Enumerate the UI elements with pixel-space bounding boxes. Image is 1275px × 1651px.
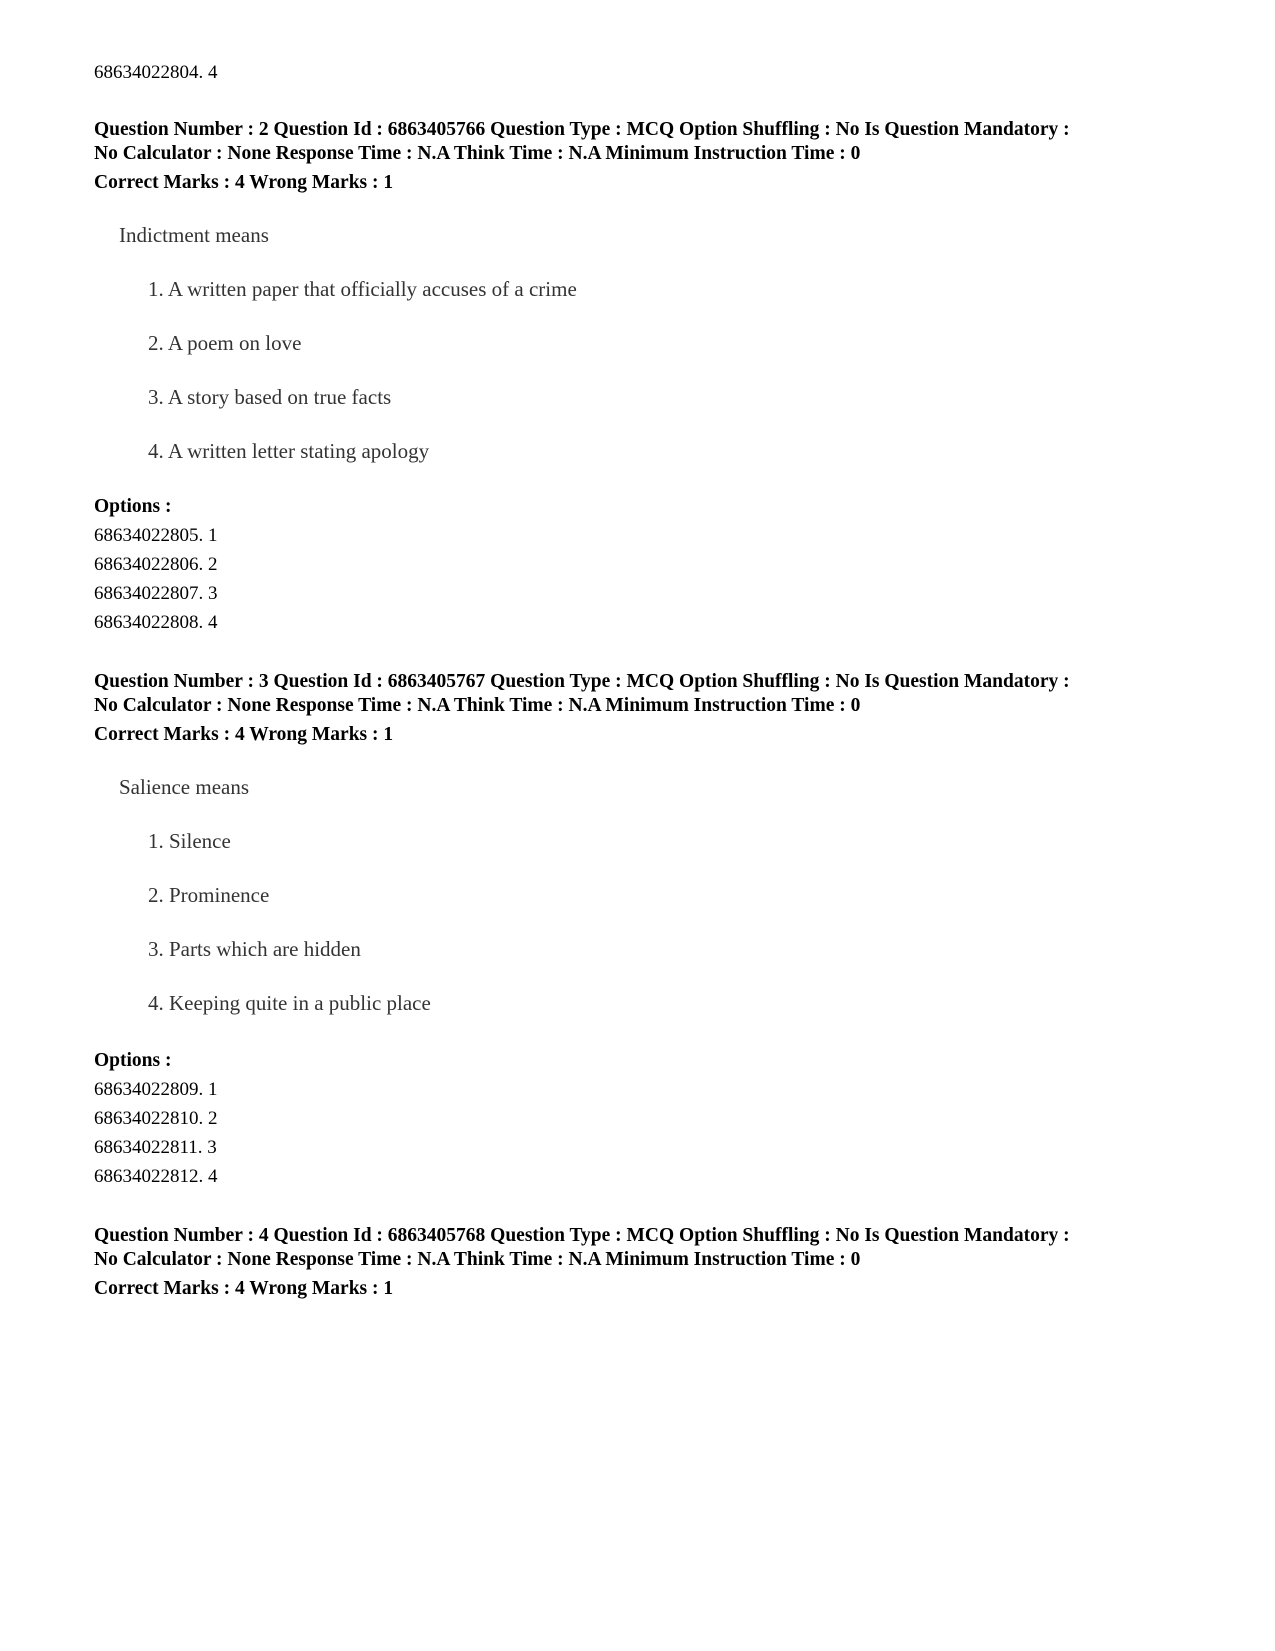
question-choice-1: 1. Silence (148, 829, 231, 853)
option-id-line: 68634022812. 4 (94, 1166, 218, 1187)
question-meta-line-1: Question Number : 4 Question Id : 6863405768 Question Type : MCQ Option Shuffling : No Is Question Mandatory : (94, 1225, 1070, 1246)
options-heading: Options : (94, 1050, 172, 1071)
question-marks: Correct Marks : 4 Wrong Marks : 1 (94, 172, 394, 193)
option-id-line: 68634022809. 1 (94, 1079, 218, 1100)
options-list (94, 521, 218, 637)
question-meta-line-2: No Calculator : None Response Time : N.A Think Time : N.A Minimum Instruction Time : 0 (94, 695, 861, 716)
question-meta-line-2: No Calculator : None Response Time : N.A Think Time : N.A Minimum Instruction Time : 0 (94, 1249, 861, 1270)
question-choice-1: 1. A written paper that officially accuses of a crime (148, 277, 577, 301)
question-stem: Salience means (119, 775, 250, 799)
option-id-line: 68634022806. 2 (94, 554, 218, 575)
question-meta-line-2: No Calculator : None Response Time : N.A Think Time : N.A Minimum Instruction Time : 0 (94, 143, 861, 164)
question-marks: Correct Marks : 4 Wrong Marks : 1 (94, 1278, 394, 1299)
option-id-line: 68634022807. 3 (94, 583, 218, 604)
question-meta-line-1: Question Number : 2 Question Id : 6863405766 Question Type : MCQ Option Shuffling : No Is Question Mandatory : (94, 119, 1070, 140)
option-id-line: 68634022810. 2 (94, 1108, 218, 1129)
question-choice-4: 4. Keeping quite in a public place (148, 991, 431, 1015)
question-marks: Correct Marks : 4 Wrong Marks : 1 (94, 724, 394, 745)
options-heading: Options : (94, 496, 172, 517)
question-choice-2: 2. A poem on love (148, 331, 302, 355)
options-list (94, 1075, 218, 1191)
question-meta-line-1: Question Number : 3 Question Id : 6863405767 Question Type : MCQ Option Shuffling : No Is Question Mandatory : (94, 671, 1070, 692)
question-stem: Indictment means (119, 223, 269, 247)
question-choice-3: 3. Parts which are hidden (148, 937, 361, 961)
question-choice-2: 2. Prominence (148, 883, 270, 907)
question-choice-3: 3. A story based on true facts (148, 385, 392, 409)
question-choice-4: 4. A written letter stating apology (148, 439, 430, 463)
option-id-line: 68634022805. 1 (94, 525, 218, 546)
option-id-line: 68634022811. 3 (94, 1137, 217, 1158)
option-id-line: 68634022808. 4 (94, 612, 218, 633)
previous-option-line: 68634022804. 4 (94, 62, 218, 83)
